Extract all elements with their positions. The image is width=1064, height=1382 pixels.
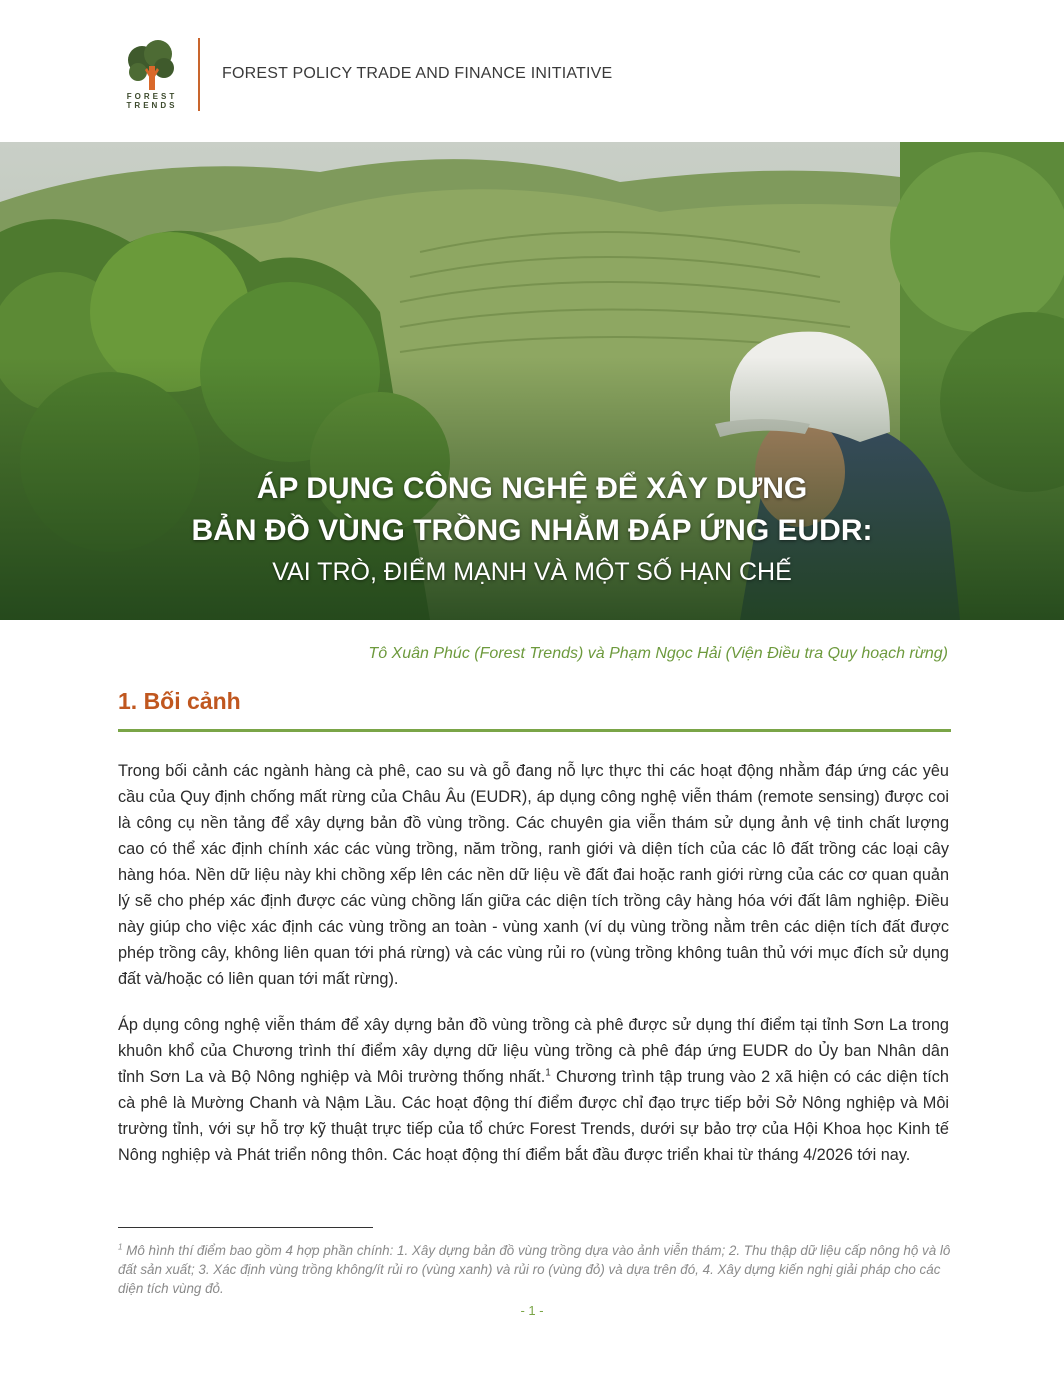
section-title: 1. Bối cảnh <box>118 688 241 714</box>
page-number: - 1 - <box>520 1303 544 1318</box>
paragraph-1: Trong bối cảnh các ngành hàng cà phê, cao su và gỗ đang nỗ lực thực thi các hoạt động nhằm đáp ứng các yêu cầu của Quy định chống mất rừng của Châu Âu (EUDR), áp dụng công nghệ viễn thám (remote sensing) được coi là công cụ nền tảng để xây dựng bản đồ vùng trồng. Các chuyên gia viễn thám sử dụng ảnh vệ tinh chất lượng cao có thể xác định chính xác các vùng trồng, năm trồng, ranh giới và diện tích của các lô đất trồng các loại cây hàng hóa. Nền dữ liệu này khi chồng xếp lên các nền dữ liệu về đất đai hoặc ranh giới rừng của các cơ quan quản lý sẽ cho phép xác định được các vùng chồng lấn giữa các diện tích trồng cây hàng hóa với đất lâm nghiệp. Điều này giúp cho việc xác định các vùng trồng an toàn - vùng xanh (ví dụ vùng trồng nằm trên các diện tích đất được phép trồng cây, không liên quan tới phá rừng) và các vùng rủi ro (vùng trồng không tuân thủ với mục đích sử dụng đất và/hoặc có liên quan tới mất rừng). <box>118 762 949 988</box>
paragraph-2-part1: Áp dụng công nghệ viễn thám để xây dựng bản đồ vùng trồng cà phê được sử dụng thí điểm tại tỉnh Sơn La trong khuôn khổ của Chương trình thí điểm xây dựng dữ liệu vùng trồng cà phê đáp ứng EUDR do Ủy ban Nhân dân tỉnh Sơn La và Bộ Nông nghiệp và Môi trường thống nhất. <box>118 1016 949 1086</box>
footnote <box>118 1241 951 1298</box>
hero-subtitle: VAI TRÒ, ĐIỂM MẠNH VÀ MỘT SỐ HẠN CHẾ <box>272 558 792 586</box>
hero-title-line2: BẢN ĐỒ VÙNG TRỒNG NHẰM ĐÁP ỨNG EUDR: <box>191 514 873 547</box>
section-divider <box>118 729 951 732</box>
hero-photo-illustration <box>0 142 1064 620</box>
paragraph-2 <box>118 1012 949 1168</box>
footnote-text: Mô hình thí điểm bao gồm 4 hợp phần chính: 1. Xây dựng bản đồ vùng trồng dựa vào ảnh viễn thám; 2. Thu thập dữ liệu cấp nông hộ và lô đất sản xuất; 3. Xác định vùng trồng không/ít rủi ro (vùng xanh) và rủi ro (vùng đỏ) và dựa trên đó, 4. Xây dựng kiến nghị giải pháp cho các diện tích vùng đỏ. <box>118 1243 951 1296</box>
footnote-reference[interactable]: 1 <box>545 1067 551 1079</box>
logo-text-line1: FOREST <box>126 92 178 101</box>
authors-line: Tô Xuân Phúc (Forest Trends) và Phạm Ngọc Hải (Viện Điều tra Quy hoạch rừng) <box>368 645 948 662</box>
footnote-marker: 1 <box>118 1242 123 1252</box>
header-divider <box>198 38 200 111</box>
paragraph-2-part2: Chương trình tập trung vào 2 xã hiện có các diện tích cà phê là Mường Chanh và Nậm Lầu. Các hoạt động thí điểm được chỉ đạo trực tiếp bởi Sở Nông nghiệp và Môi trường tỉnh, với sự hỗ trợ kỹ thuật trực tiếp của tổ chức Forest Trends, dưới sự bảo trợ của Hội Khoa học Kinh tế Nông nghiệp và Phát triển nông thôn. Các hoạt động thí điểm bắt đầu được triển khai từ tháng 4/2026 tới nay. <box>118 1068 949 1164</box>
hero-title-line1: ÁP DỤNG CÔNG NGHỆ ĐỂ XÂY DỰNG <box>256 472 808 505</box>
page-header <box>0 0 1064 142</box>
logo-text-line2: TRENDS <box>126 101 178 110</box>
footnote-divider <box>118 1227 373 1228</box>
organization-name: FOREST POLICY TRADE AND FINANCE INITIATIVE <box>222 65 613 82</box>
hero-banner <box>0 142 1064 620</box>
